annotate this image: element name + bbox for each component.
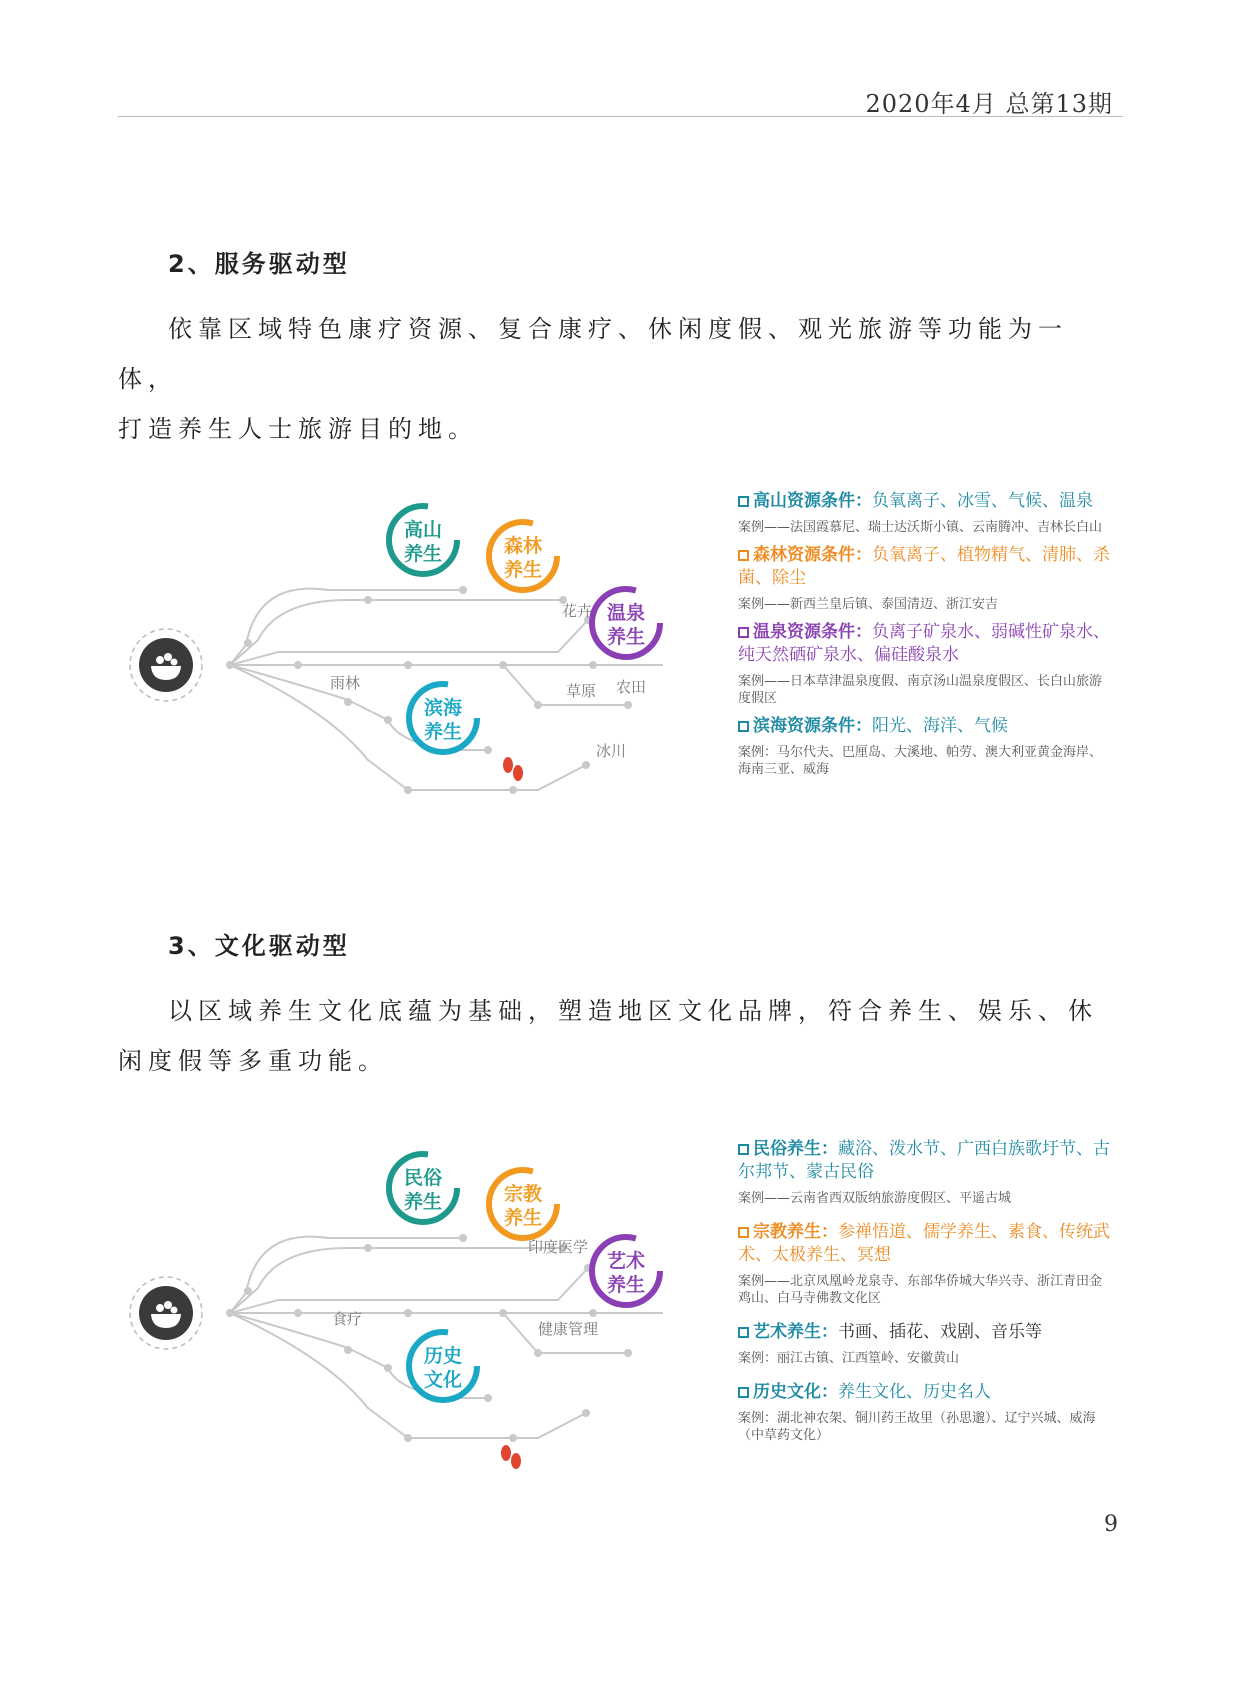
bubble-mountain <box>389 506 457 574</box>
bubble-hotspring <box>592 589 660 657</box>
footprint-icon <box>501 1445 521 1469</box>
svg-text:艺术: 艺术 <box>606 1250 646 1272</box>
info-block-history: 历史文化：养生文化、历史名人 案例：湖北神农架、铜川药王故里（孙思邈）、辽宁兴城、威海（中草药文化） <box>738 1382 1096 1443</box>
culture-info-panel <box>738 1138 1113 1452</box>
svg-text:养生: 养生 <box>503 559 543 581</box>
section3-para-line1: 以区域养生文化底蕴为基础，塑造地区文化品牌，符合养生、娱乐、休 <box>168 997 1098 1025</box>
info-block-mountain: 高山资源条件：负氧离子、冰雪、气候、温泉 案例——法国霞慕尼、瑞士达沃斯小镇、云南腾冲、吉林长白山 <box>738 491 1103 535</box>
route-map <box>118 480 738 840</box>
section3-paragraph <box>118 986 1123 1086</box>
label-rainforest: 雨林 <box>330 674 361 692</box>
info-block-forest: 森林资源条件：负氧离子、植物精气、清肺、杀菌、除尘 案例——新西兰皇后镇、泰国清迈、浙江安吉 <box>738 545 1110 612</box>
svg-text:养生: 养生 <box>403 1191 443 1213</box>
info-block-art: 艺术养生：书画、插花、戏剧、音乐等 案例：丽江古镇、江西篁岭、安徽黄山 <box>738 1322 1042 1366</box>
bubble-folk <box>389 1154 457 1222</box>
svg-text:森林: 森林 <box>503 535 543 557</box>
label-farmland: 农田 <box>616 678 647 696</box>
label-grassland: 草原 <box>566 682 597 700</box>
svg-text:高山: 高山 <box>403 519 443 541</box>
bubble-forest <box>489 522 557 590</box>
section2-heading: 2、服务驱动型 <box>168 250 350 278</box>
bubble-history <box>409 1332 477 1400</box>
info-block-folk: 民俗养生：藏浴、泼水节、广西白族歌圩节、古尔邦节、蒙古民俗 案例——云南省西双版纳旅游度假区、平遥古城 <box>738 1139 1110 1206</box>
section2-para-line1: 依靠区域特色康疗资源、复合康疗、休闲度假、观光旅游等功能为一体， <box>118 315 1068 393</box>
svg-text:文化: 文化 <box>423 1369 463 1391</box>
svg-text:养生: 养生 <box>606 626 646 648</box>
svg-text:滨海: 滨海 <box>423 697 463 719</box>
label-diet-therapy: 食疗 <box>332 1310 363 1328</box>
page-header <box>118 80 1123 117</box>
section2-paragraph <box>118 304 1123 454</box>
svg-text:温泉: 温泉 <box>606 602 646 624</box>
footprint-icon <box>503 757 523 781</box>
section2-para-line2: 打造养生人士旅游目的地。 <box>118 415 478 443</box>
section3-para-line2: 闲度假等多重功能。 <box>118 1047 388 1075</box>
svg-text:宗教: 宗教 <box>503 1183 543 1205</box>
label-glacier: 冰川 <box>596 742 627 760</box>
info-block-hotspring: 温泉资源条件：负离子矿泉水、弱碱性矿泉水、纯天然硒矿泉水、偏硅酸泉水 案例——日本草津温泉度假、南京汤山温泉度假区、长白山旅游度假区 <box>738 622 1110 706</box>
issue-label: 2020年4月 总第13期 <box>865 90 1113 118</box>
section3-heading: 3、文化驱动型 <box>168 932 350 960</box>
page-number: 9 <box>1104 1512 1118 1537</box>
svg-text:养生: 养生 <box>503 1207 543 1229</box>
info-block-coastal: 滨海资源条件：阳光、海洋、气候 案例：马尔代夫、巴厘岛、大溪地、帕劳、澳大利亚黄金海岸、海南三亚、威海 <box>738 716 1103 777</box>
culture-driven-diagram <box>118 1128 1123 1488</box>
bubble-art <box>592 1237 660 1305</box>
service-driven-diagram <box>118 480 1123 840</box>
label-flowers: 花卉 <box>562 602 593 620</box>
svg-text:养生: 养生 <box>423 721 463 743</box>
bubble-coastal <box>409 684 477 752</box>
svg-text:民俗: 民俗 <box>403 1167 443 1189</box>
svg-text:历史: 历史 <box>423 1345 463 1367</box>
health-bowl-icon <box>139 638 193 692</box>
service-info-panel <box>738 490 1113 786</box>
svg-text:养生: 养生 <box>403 543 443 565</box>
health-bowl-icon <box>139 1286 193 1340</box>
info-block-religion: 宗教养生：参禅悟道、儒学养生、素食、传统武术、太极养生、冥想 案例——北京凤凰岭龙泉寺、东部华侨城大华兴寺、浙江青田金鸡山、白马寺佛教文化区 <box>738 1222 1110 1306</box>
route-map <box>118 1128 738 1488</box>
bubble-religion <box>489 1170 557 1238</box>
label-health-management: 健康管理 <box>538 1320 599 1338</box>
label-indian-medicine: 印度医学 <box>528 1238 589 1256</box>
svg-text:养生: 养生 <box>606 1274 646 1296</box>
